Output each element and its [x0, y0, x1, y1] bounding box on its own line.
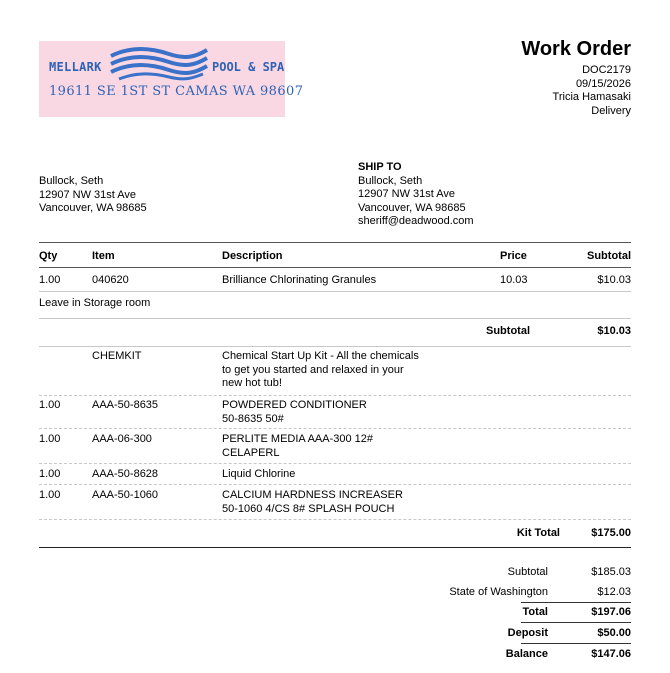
totals-rule: [521, 602, 631, 603]
header-price: Price: [500, 250, 527, 262]
totals-rule: [521, 643, 631, 644]
logo-brand-right: POOL & SPA: [212, 60, 285, 74]
table-top-rule: [39, 242, 631, 243]
logo-address: 19611 SE 1ST ST CAMAS WA 98607: [49, 84, 304, 99]
row-rule: [39, 291, 631, 292]
totals-subtotal-value: $185.03: [591, 566, 631, 578]
kit-description: [222, 350, 419, 391]
component-qty: 1.00: [39, 433, 61, 445]
component-qty: 1.00: [39, 399, 61, 411]
component-item: AAA-50-8628: [92, 468, 159, 480]
totals-balance-value: $147.06: [591, 648, 631, 660]
order-note: Leave in Storage room: [39, 297, 151, 309]
component-rule: [39, 484, 631, 485]
component-qty: 1.00: [39, 468, 61, 480]
kit-description-line: Chemical Start Up Kit - All the chemicals: [222, 350, 419, 362]
component-item: AAA-50-8635: [92, 399, 159, 411]
document-date: 09/15/2026: [575, 77, 631, 90]
component-rule: [39, 463, 631, 464]
bill-to-address: [39, 175, 147, 216]
totals-balance-label: Balance: [505, 648, 548, 660]
component-line: CELAPERL: [222, 446, 280, 459]
ship-to-name: Bullock, Seth: [358, 174, 423, 187]
ship-to-label: SHIP TO: [358, 161, 402, 173]
logo-brand-left: MELLARK: [49, 60, 102, 74]
row-subtotal: $10.03: [597, 274, 631, 286]
ship-to-city: Vancouver, WA 98685: [358, 201, 466, 214]
component-rule: [39, 519, 631, 520]
totals-tax-label: State of Washington: [449, 586, 548, 598]
company-logo: [39, 41, 304, 117]
totals-tax-value: $12.03: [597, 586, 631, 598]
component-rule: [39, 428, 631, 429]
component-line: POWDERED CONDITIONER: [222, 399, 367, 411]
ship-to-address: [358, 161, 474, 229]
document-title: Work Order: [521, 38, 631, 60]
totals-total-label: Total: [522, 606, 548, 618]
kit-rule: [39, 395, 631, 396]
component-line: 50-1060 4/CS 8# SPLASH POUCH: [222, 502, 395, 515]
ship-to-email: sheriff@deadwood.com: [358, 215, 474, 227]
kit-item: CHEMKIT: [92, 350, 142, 362]
component-line: CALCIUM HARDNESS INCREASER: [222, 489, 403, 501]
kit-total-value: $175.00: [591, 527, 631, 539]
component-description: [222, 433, 373, 460]
component-item: AAA-06-300: [92, 433, 152, 445]
wave-icon: [109, 46, 209, 84]
totals-rule: [521, 622, 631, 623]
header-subtotal: Subtotal: [587, 250, 631, 262]
row-item: 040620: [92, 274, 129, 286]
section-subtotal-rule: [39, 346, 631, 347]
row-qty: 1.00: [39, 274, 61, 286]
header-item: Item: [92, 250, 115, 262]
kit-total-rule: [39, 547, 631, 548]
note-rule: [39, 318, 631, 319]
component-qty: 1.00: [39, 489, 61, 501]
bill-to-city: Vancouver, WA 98685: [39, 202, 147, 214]
header-description: Description: [222, 250, 283, 262]
component-line: PERLITE MEDIA AAA-300 12#: [222, 433, 374, 445]
component-line: 50-8635 50#: [222, 412, 284, 425]
component-description: [222, 399, 367, 426]
kit-description-line: new hot tub!: [222, 377, 282, 389]
document-method: Delivery: [591, 104, 631, 117]
kit-total-label: Kit Total: [516, 527, 560, 539]
row-description: Brilliance Chlorinating Granules: [222, 274, 377, 286]
section-subtotal-value: $10.03: [597, 325, 631, 337]
document-number: DOC2179: [582, 64, 631, 76]
row-price: 10.03: [500, 274, 528, 286]
bill-to-name: Bullock, Seth: [39, 175, 104, 187]
section-subtotal-label: Subtotal: [486, 325, 530, 337]
document-agent: Tricia Hamasaki: [552, 91, 631, 103]
ship-to-street: 12907 NW 31st Ave: [358, 188, 456, 200]
totals-deposit-label: Deposit: [507, 627, 548, 639]
document-meta: [553, 64, 631, 118]
component-description: [222, 468, 295, 482]
component-description: [222, 489, 403, 516]
totals-subtotal-label: Subtotal: [507, 566, 548, 578]
kit-description-line: to get you started and relaxed in your: [222, 363, 404, 376]
bill-to-street: 12907 NW 31st Ave: [39, 188, 137, 201]
header-bottom-rule: [39, 267, 631, 268]
component-item: AAA-50-1060: [92, 489, 159, 501]
component-line: Liquid Chlorine: [222, 468, 296, 480]
header-qty: Qty: [39, 250, 58, 262]
totals-deposit-value: $50.00: [597, 627, 631, 639]
totals-total-value: $197.06: [591, 606, 631, 618]
